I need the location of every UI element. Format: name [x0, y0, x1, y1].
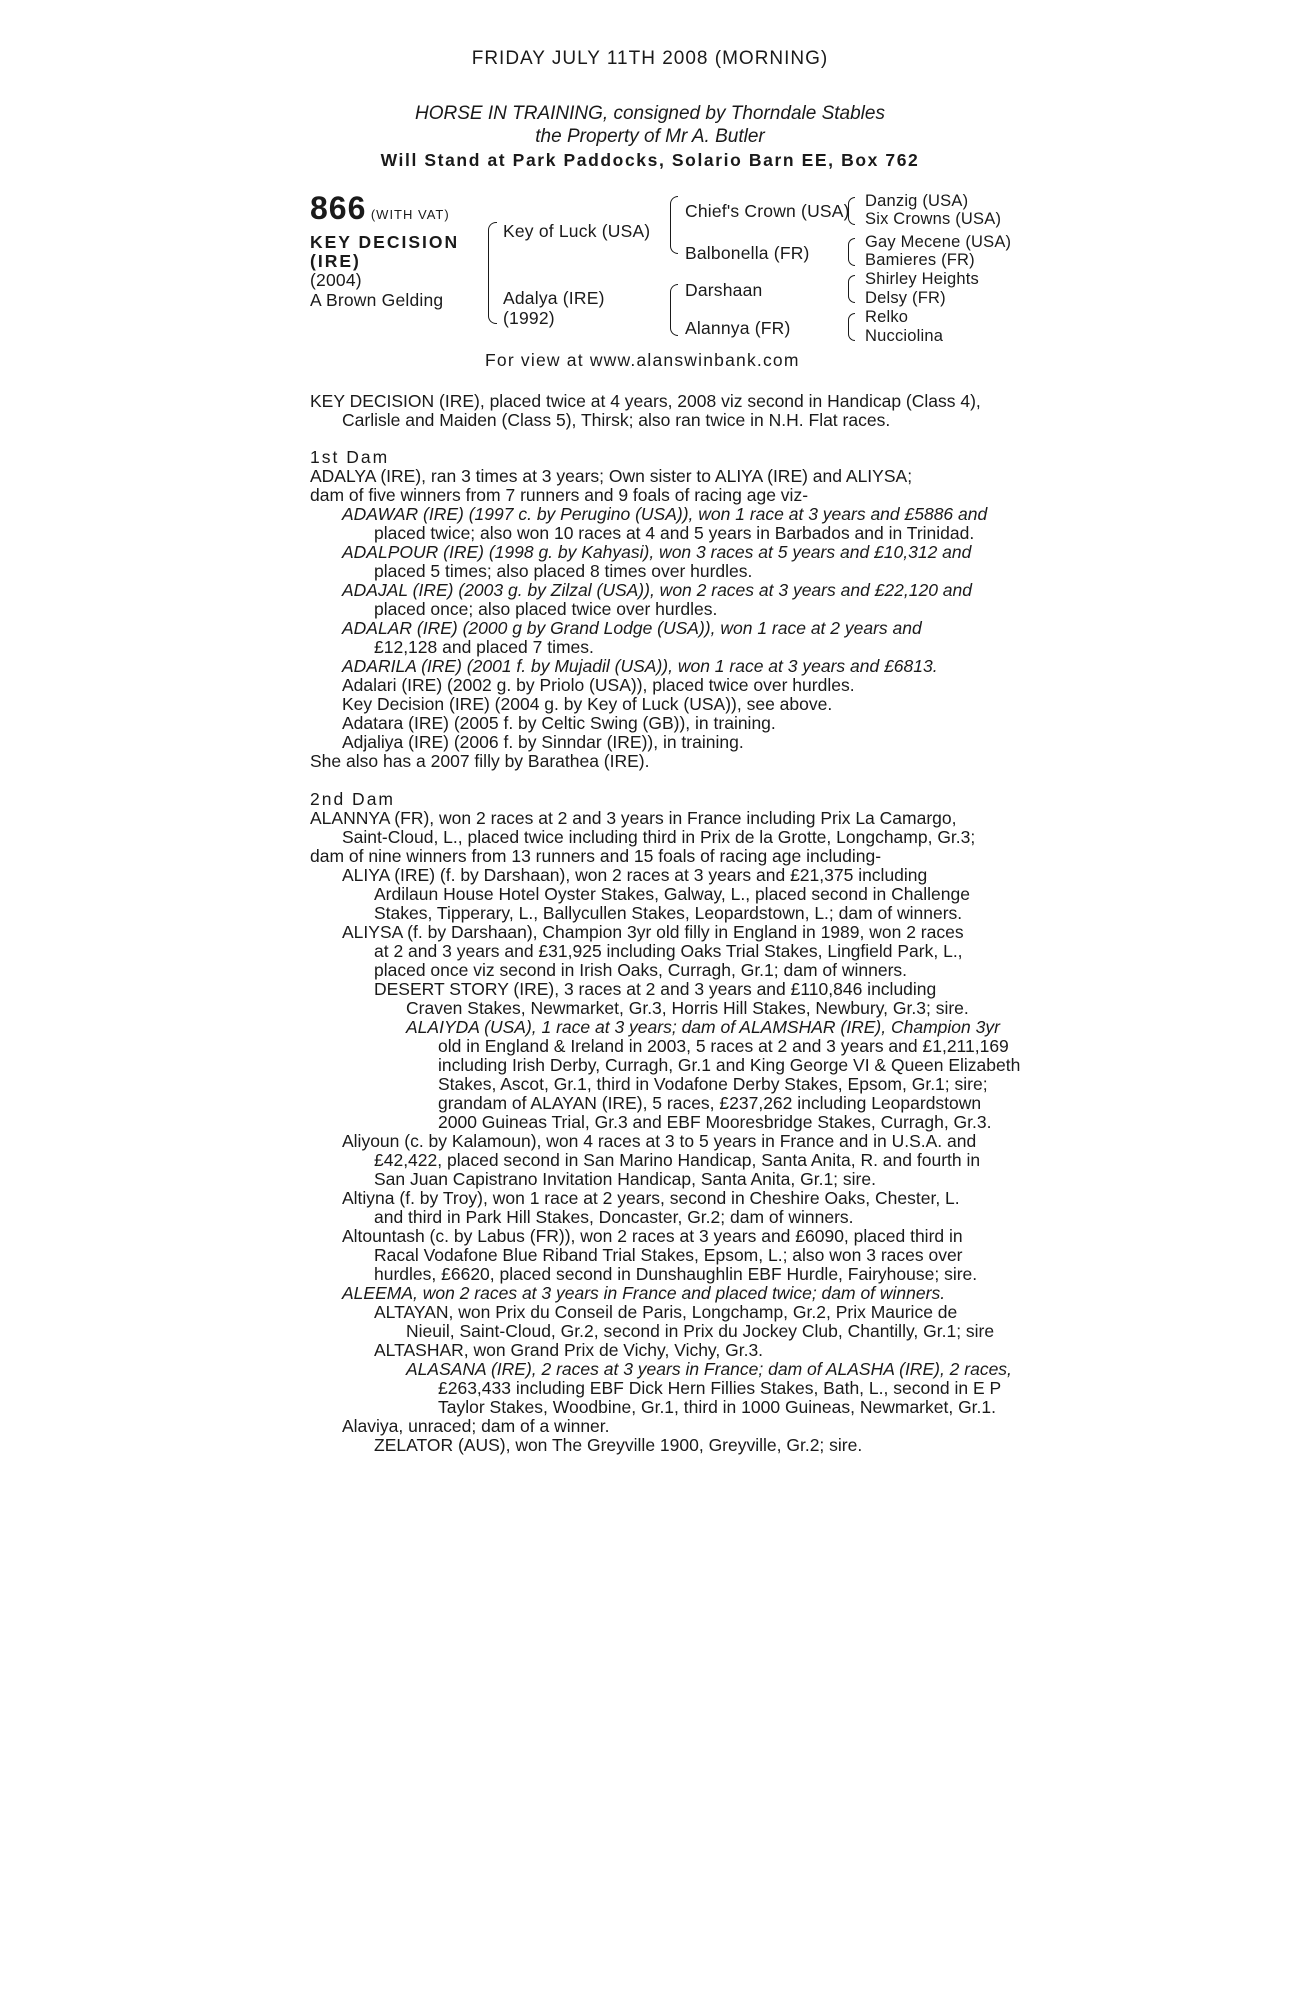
produce-line: Key Decision (IRE) (2004 g. by Key of Luck (USA)), see above. [342, 694, 833, 714]
produce-line: grandam of ALAYAN (IRE), 5 races, £237,262 including Leopardstown [438, 1093, 982, 1113]
produce-line: placed once; also placed twice over hurdles. [374, 599, 718, 619]
pedigree-g3-1: Danzig (USA) [865, 192, 969, 210]
produce-line: Taylor Stakes, Woodbine, Gr.1, third in 1000 Guineas, Newmarket, Gr.1. [438, 1397, 997, 1417]
pedigree-brace [848, 197, 855, 225]
dam-line: dam of nine winners from 13 runners and 15 foals of racing age including- [310, 846, 882, 866]
produce-line: at 2 and 3 years and £31,925 including Oaks Trial Stakes, Lingfield Park, L., [374, 941, 963, 961]
pedigree-brace [670, 284, 678, 336]
produce-line: San Juan Capistrano Invitation Handicap, Santa Anita, Gr.1; sire. [374, 1169, 876, 1189]
produce-line: ALTAYAN, won Prix du Conseil de Paris, Longchamp, Gr.2, Prix Maurice de [374, 1302, 958, 1322]
produce-line: 2000 Guineas Trial, Gr.3 and EBF Mooresbridge Stakes, Curragh, Gr.3. [438, 1112, 992, 1132]
produce-line: placed once viz second in Irish Oaks, Curragh, Gr.1; dam of winners. [374, 960, 908, 980]
pedigree-g3-7: Relko [865, 308, 909, 326]
produce-line: ALAIYDA (USA), 1 race at 3 years; dam of ALAMSHAR (IRE), Champion 3yr [406, 1017, 1000, 1037]
lot-number: 866 [310, 190, 367, 226]
sire: Key of Luck (USA) [503, 221, 651, 241]
horse-year: (2004) [310, 270, 362, 290]
produce-line: Racal Vodafone Blue Riband Trial Stakes, Epsom, L.; also won 3 races over [374, 1245, 963, 1265]
dam-line: ADALYA (IRE), ran 3 times at 3 years; Own sister to ALIYA (IRE) and ALIYSA; [310, 466, 913, 486]
horse-country: (IRE) [310, 251, 361, 271]
pedigree-g3-8: Nucciolina [865, 327, 944, 345]
pedigree-g3-4: Bamieres (FR) [865, 251, 975, 269]
produce-line: hurdles, £6620, placed second in Dunshaughlin EBF Hurdle, Fairyhouse; sire. [374, 1264, 978, 1284]
dam-line: She also has a 2007 filly by Barathea (IRE). [310, 751, 650, 771]
produce-line: ADAJAL (IRE) (2003 g. by Zilzal (USA)), won 2 races at 3 years and £22,120 and [342, 580, 972, 600]
section-heading: 1st Dam [310, 447, 390, 467]
second-dam-produce [310, 865, 1021, 1455]
produce-line: and third in Park Hill Stakes, Doncaster, Gr.2; dam of winners. [374, 1207, 854, 1227]
first-dam-section [310, 448, 990, 771]
sale-date: FRIDAY JULY 11TH 2008 (MORNING) [471, 48, 829, 69]
produce-line: ADAWAR (IRE) (1997 c. by Perugino (USA)), won 1 race at 3 years and £5886 and [342, 504, 988, 524]
pedigree-g3-3: Gay Mecene (USA) [865, 233, 1012, 251]
produce-line: Stakes, Tipperary, L., Ballycullen Stakes, Leopardstown, L.; dam of winners. [374, 903, 963, 923]
section-heading: 2nd Dam [310, 789, 396, 809]
pedigree-brace [488, 222, 497, 324]
produce-line: Craven Stakes, Newmarket, Gr.3, Horris Hill Stakes, Newbury, Gr.3; sire. [406, 998, 969, 1018]
lot-vat: (WITH VAT) [370, 207, 450, 222]
pedigree-brace [848, 275, 855, 303]
second-dam-section [310, 789, 1021, 1455]
produce-line: including Irish Derby, Curragh, Gr.1 and King George VI & Queen Elizabeth [438, 1055, 1021, 1075]
produce-line: Nieuil, Saint-Cloud, Gr.2, second in Prix du Jockey Club, Chantilly, Gr.1; sire [406, 1321, 995, 1341]
produce-line: Ardilaun House Hotel Oyster Stakes, Galway, L., placed second in Challenge [374, 884, 970, 904]
dam-line: dam of five winners from 7 runners and 9 foals of racing age viz- [310, 485, 809, 505]
produce-line: ALIYSA (f. by Darshaan), Champion 3yr old filly in England in 1989, won 2 races [342, 922, 964, 942]
produce-line: old in England & Ireland in 2003, 5 races at 2 and 3 years and £1,211,169 [438, 1036, 1009, 1056]
produce-line: ALEEMA, won 2 races at 3 years in France and placed twice; dam of winners. [342, 1283, 946, 1303]
produce-line: £42,422, placed second in San Marino Handicap, Santa Anita, R. and fourth in [374, 1150, 981, 1170]
produce-line: Adjaliya (IRE) (2006 f. by Sinndar (IRE)), in training. [342, 732, 744, 752]
consignment-line: HORSE IN TRAINING, consigned by Thorndale Stables [415, 103, 885, 124]
produce-line: Altountash (c. by Labus (FR)), won 2 races at 3 years and £6090, placed third in [342, 1226, 963, 1246]
pedigree-brace [670, 196, 678, 254]
horse-name: KEY DECISION [310, 232, 460, 252]
dam-year: (1992) [503, 308, 555, 328]
produce-line: ALASANA (IRE), 2 races at 3 years in France; dam of ALASHA (IRE), 2 races, [406, 1359, 1012, 1379]
produce-line: ALTASHAR, won Grand Prix de Vichy, Vichy, Gr.3. [374, 1340, 764, 1360]
produce-line: Aliyoun (c. by Kalamoun), won 4 races at 3 to 5 years in France and in U.S.A. and [342, 1131, 977, 1151]
produce-line: £12,128 and placed 7 times. [374, 637, 594, 657]
pedigree-g3-2: Six Crowns (USA) [865, 210, 1002, 228]
produce-line: ZELATOR (AUS), won The Greyville 1900, Greyville, Gr.2; sire. [374, 1435, 863, 1455]
horse-description: A Brown Gelding [310, 290, 444, 310]
produce-line: ADALPOUR (IRE) (1998 g. by Kahyasi), won 3 races at 5 years and £10,312 and [342, 542, 972, 562]
pedigree-brace [848, 238, 855, 266]
dam-sire: Darshaan [685, 280, 763, 300]
summary-line: KEY DECISION (IRE), placed twice at 4 years, 2008 viz second in Handicap (Class 4), [310, 391, 981, 411]
dam-dam: Alannya (FR) [685, 318, 791, 338]
produce-line: ADARILA (IRE) (2001 f. by Mujadil (USA)), won 1 race at 3 years and £6813. [342, 656, 938, 676]
dam: Adalya (IRE) [503, 288, 605, 308]
produce-line: placed twice; also won 10 races at 4 and 5 years in Barbados and in Trinidad. [374, 523, 975, 543]
sire-dam: Balbonella (FR) [685, 243, 810, 263]
stand-line: Will Stand at Park Paddocks, Solario Barn EE, Box 762 [380, 150, 920, 170]
dam-line: Saint-Cloud, L., placed twice including third in Prix de la Grotte, Longchamp, Gr.3; [342, 827, 976, 847]
race-summary [310, 392, 990, 430]
pedigree-g3-5: Shirley Heights [865, 270, 979, 288]
produce-line: Altiyna (f. by Troy), won 1 race at 2 years, second in Cheshire Oaks, Chester, L. [342, 1188, 960, 1208]
pedigree-g3-6: Delsy (FR) [865, 289, 946, 307]
produce-line: £263,433 including EBF Dick Hern Fillies Stakes, Bath, L., second in E P [438, 1378, 1002, 1398]
produce-line: Adatara (IRE) (2005 f. by Celtic Swing (GB)), in training. [342, 713, 776, 733]
property-line: the Property of Mr A. Butler [535, 126, 765, 147]
produce-line: Stakes, Ascot, Gr.1, third in Vodafone Derby Stakes, Epsom, Gr.1; sire; [438, 1074, 988, 1094]
sire-sire: Chief's Crown (USA) [685, 201, 850, 221]
produce-line: Adalari (IRE) (2002 g. by Priolo (USA)), placed twice over hurdles. [342, 675, 855, 695]
dam-line: ALANNYA (FR), won 2 races at 2 and 3 years in France including Prix La Camargo, [310, 808, 957, 828]
produce-line: Alaviya, unraced; dam of a winner. [342, 1416, 610, 1436]
pedigree-brace [848, 313, 855, 341]
view-link[interactable]: For view at www.alanswinbank.com [485, 350, 800, 370]
lot-number-block [310, 190, 450, 227]
summary-line: Carlisle and Maiden (Class 5), Thirsk; also ran twice in N.H. Flat races. [342, 410, 891, 430]
produce-line: ADALAR (IRE) (2000 g by Grand Lodge (USA)), won 1 race at 2 years and [342, 618, 922, 638]
produce-line: ALIYA (IRE) (f. by Darshaan), won 2 races at 3 years and £21,375 including [342, 865, 928, 885]
produce-line: placed 5 times; also placed 8 times over hurdles. [374, 561, 753, 581]
produce-line: DESERT STORY (IRE), 3 races at 2 and 3 years and £110,846 including [374, 979, 937, 999]
